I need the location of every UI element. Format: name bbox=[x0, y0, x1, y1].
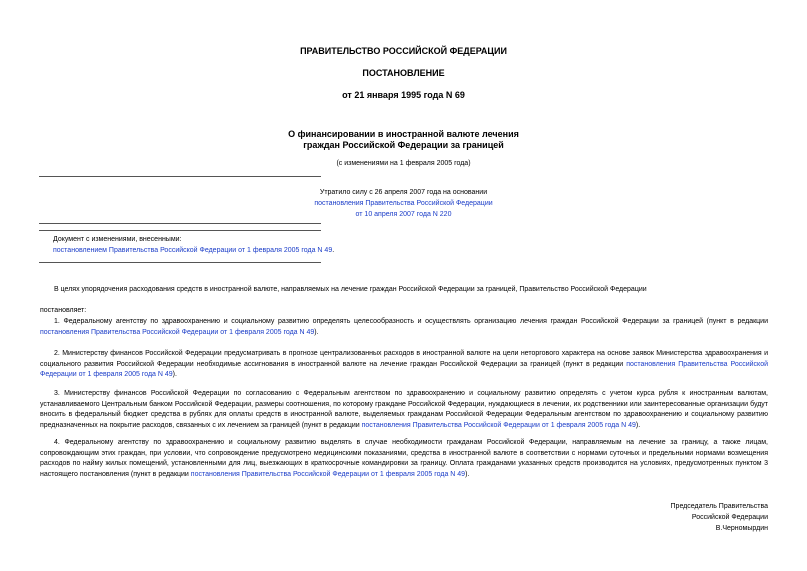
separator-rule bbox=[39, 176, 321, 177]
signature-name: В.Черномырдин bbox=[715, 525, 768, 532]
document-type-heading: ПОСТАНОВЛЕНИЕ bbox=[362, 68, 445, 78]
paragraph-1-link[interactable]: постановления Правительства Российской Федерации от 1 февраля 2005 года N 49 bbox=[40, 328, 315, 336]
resolves-text: постановляет: bbox=[40, 307, 87, 314]
document-title-line2: граждан Российской Федерации за границей bbox=[303, 140, 504, 150]
preamble-paragraph bbox=[40, 285, 768, 296]
paragraph-4-tail: ). bbox=[465, 470, 470, 478]
signature-title: Председатель Правительства bbox=[670, 503, 768, 510]
resolves-paragraph bbox=[40, 306, 768, 317]
paragraph-4-text: 4. Федеральному агентству по здравоохранению и социальному развитию выделять в случае необходимости гражданам Российской Федерации, направляемым на лечение за границу, а также лицам, сопровождающим этих граждан, при условии, что сопровождение предусмотрено медицинскими показаниями, средства в иностранной валюте в соответствии с нормами суточных и предельными нормами возмещения расходов по найму жилых помещений, установленными для лиц, выезжающих в краткосрочные командировки за границу. Оплата гражданами указанных средств производится на условиях, предусмотренных пунктом 3 настоящего постановления (пункт в редакции bbox=[40, 439, 768, 478]
separator-rule bbox=[39, 223, 321, 224]
paragraph-1 bbox=[40, 317, 768, 338]
paragraph-1-text: 1. Федеральному агентству по здравоохранению и социальному развитию определять целесообразность и осуществлять организацию лечения граждан Российской Федерации за границей (пункт в редакции bbox=[54, 318, 768, 325]
amendments-note: (с изменениями на 1 февраля 2005 года) bbox=[336, 160, 471, 167]
government-heading: ПРАВИТЕЛЬСТВО РОССИЙСКОЙ ФЕДЕРАЦИИ bbox=[300, 46, 507, 56]
paragraph-3-text: 3. Министерству финансов Российской Федерации по согласованию с Федеральным агентством по здравоохранению и социальному развитию определять с учетом курса рубля к иностранным валютам, устанавливаемого Центральным банком Российской Федерации, размеры соотношения, по которому граждане Российской Федерации, нуждающиеся в лечении, их родственники или заинтересованные организации будут вносить в федеральный бюджет средства в рублях для оплаты средств в иностранной валюте, выделяемых гражданам Российской Федерации Федеральным агентством по здравоохранению и социальному развитию предназначенных на покрытие расходов, связанных с их лечением за границей (пункт в редакции bbox=[40, 390, 768, 429]
paragraph-3-tail: ). bbox=[635, 421, 641, 429]
paragraph-4 bbox=[40, 438, 768, 480]
document-title-line1: О финансировании в иностранной валюте лечения bbox=[288, 129, 519, 139]
changes-note-heading: Документ с изменениями, внесенными: bbox=[53, 236, 182, 243]
paragraph-3-link[interactable]: постановления Правительства Российской Федерации от 1 февраля 2005 года N 49 bbox=[361, 421, 636, 429]
changes-note-link[interactable]: постановлением Правительства Российской Федерации от 1 февраля 2005 года N 49 bbox=[53, 247, 333, 254]
separator-rule bbox=[39, 230, 321, 231]
lost-force-link-line1[interactable]: постановления Правительства Российской Федерации bbox=[314, 200, 493, 207]
changes-note-tail: . bbox=[332, 247, 335, 254]
paragraph-2-text: 2. Министерству финансов Российской Федерации предусматривать в прогнозе централизованных расходов в иностранной валюте на цели неторгового характера на основе заявок Министерства здравоохранения и социального развития Российской Федерации необходимые ассигнования в иностранной валюте на лечение граждан Российской Федерации за границей (пункт в редакции bbox=[40, 350, 768, 368]
lost-force-link-line2[interactable]: от 10 апреля 2007 года N 220 bbox=[355, 211, 452, 218]
paragraph-4-link[interactable]: постановления Правительства Российской Федерации от 1 февраля 2005 года N 49 bbox=[190, 470, 466, 478]
paragraph-1-tail: ). bbox=[314, 328, 319, 336]
document-date-number: от 21 января 1995 года N 69 bbox=[342, 90, 465, 100]
preamble-text: В целях упорядочения расходования средств в иностранной валюте, направляемых на лечение граждан Российской Федерации за границей, Правительство Российской Федерации bbox=[54, 286, 647, 293]
paragraph-2 bbox=[40, 349, 768, 381]
signature-country: Российской Федерации bbox=[691, 514, 768, 521]
changes-note-line bbox=[53, 246, 334, 256]
lost-force-line1: Утратило силу с 26 апреля 2007 года на основании bbox=[319, 189, 488, 196]
paragraph-3 bbox=[40, 389, 768, 431]
paragraph-2-tail: ). bbox=[172, 371, 177, 379]
paragraph-2-link[interactable]: постановления Правительства Российской Федерации от 1 февраля 2005 года N 49 bbox=[40, 360, 768, 379]
separator-rule bbox=[39, 262, 321, 263]
